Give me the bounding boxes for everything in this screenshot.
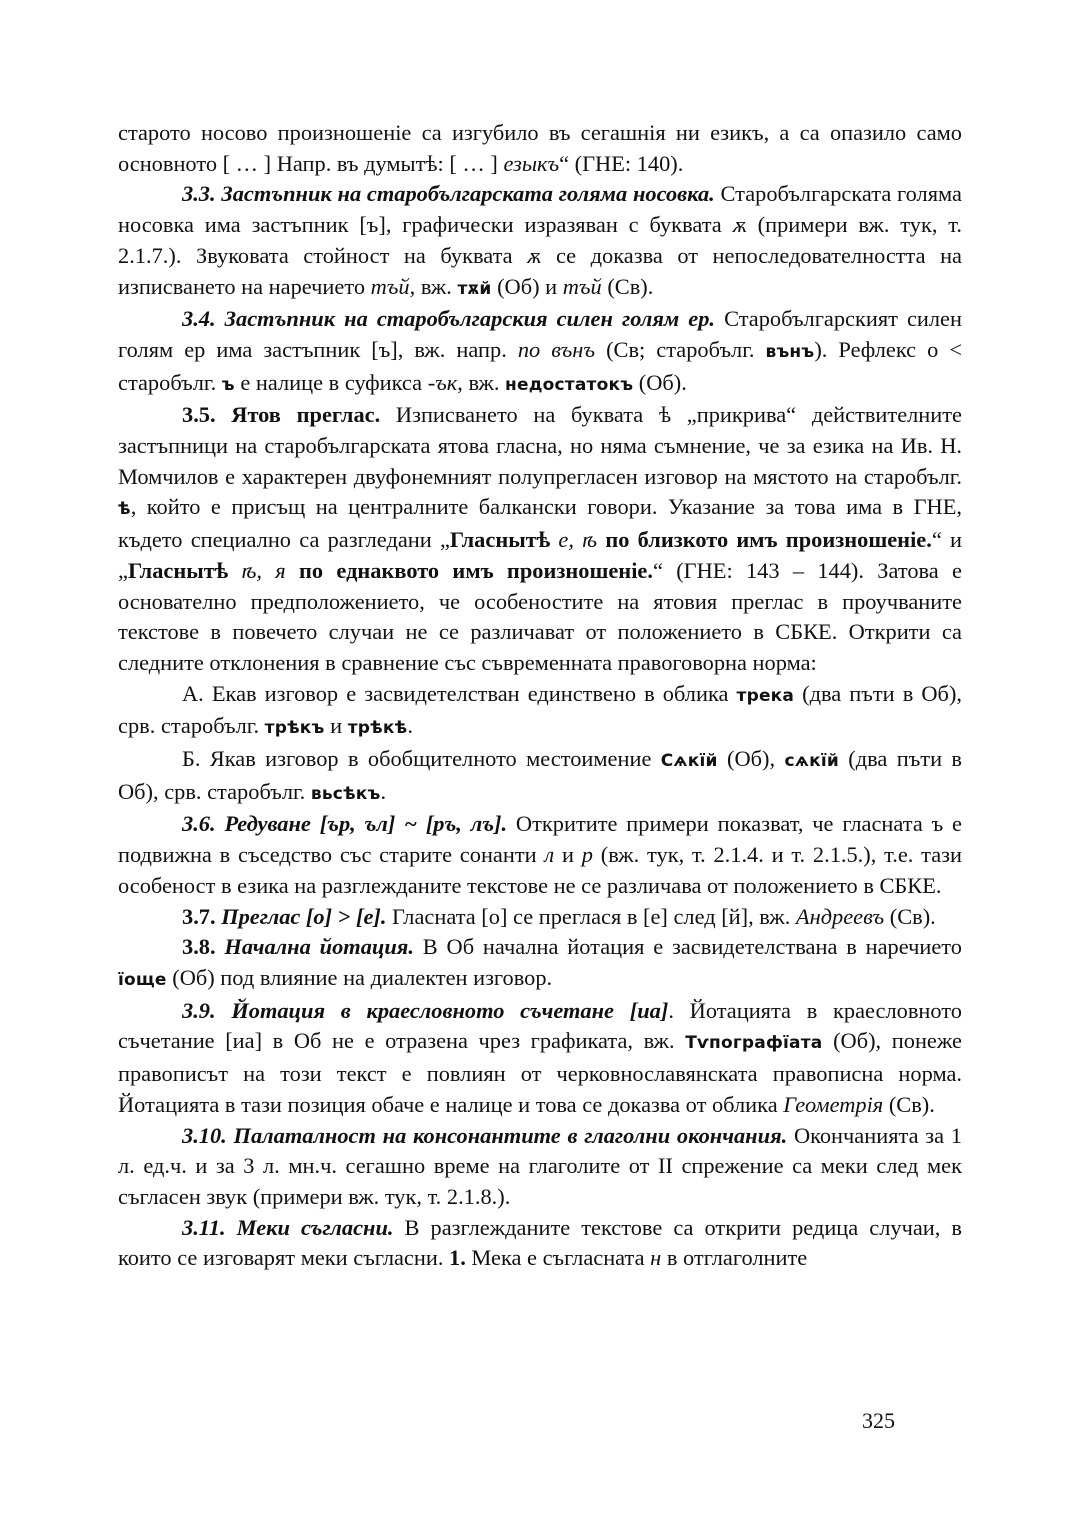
text-run: тъй — [370, 273, 410, 299]
text-run: Начална йотация. — [224, 934, 414, 960]
text-run: Б. Якав изговор в обобщителното местоимение — [182, 746, 661, 772]
text-run: л — [544, 842, 555, 868]
text-run: В разглежданите текстове са открити редица случаи, в които се изговарят меки съгласни. — [118, 1214, 962, 1271]
text-run: р — [581, 842, 593, 868]
text-run: Гласнытѣ — [449, 527, 551, 553]
text-run: Окончанията за 1 л. ед.ч. и за 3 л. мн.ч. сегашно време на глаголите от II спрежение са меки след мек съгласен звук (примери вж. тук, т. 2.1.8.). — [118, 1122, 962, 1209]
text-run: езыкъ — [503, 150, 560, 176]
paragraph — [118, 996, 962, 1121]
paragraph — [118, 118, 962, 179]
text-run: 3.11. Меки съгласни. — [182, 1214, 394, 1240]
text-run: (два пъти в Об), срв. старобълг. — [118, 680, 962, 739]
text-run: по близкото имъ произношеніе. — [605, 527, 932, 553]
text-run: 3.7. — [182, 903, 222, 929]
text-run: Тѵпографїата — [685, 1033, 823, 1054]
text-run: тъй — [562, 273, 602, 299]
text-run: (вж. тук, т. 2.1.4. и т. 2.1.5.), т.е. тази особеност в езика на разглежданите текстове не се различава от положението в СБКЕ. — [118, 842, 962, 898]
text-run: (Об) и — [491, 273, 563, 299]
page-body — [118, 118, 962, 1274]
text-run: 3.6. Редуване [ър, ъл] ~ [ръ, лъ]. — [182, 811, 508, 837]
text-run: Старобългарският силен голям ер има застъпник [ъ], вж. напр. — [118, 306, 962, 362]
paragraph — [118, 179, 962, 304]
text-run: вънъ — [765, 341, 815, 362]
text-run: 1. — [449, 1245, 466, 1271]
text-run: ѣ, я — [241, 557, 286, 583]
text-run: Сѧкїй — [660, 751, 718, 772]
text-run: е налице в суфикса — [234, 369, 428, 395]
page-number: 325 — [862, 1408, 895, 1433]
text-run: (Об), понеже правописът на този текст е повлиян от черковнославянската правописна норма. Йотацията в тази позиция обаче е налице и това се доказва от облика — [118, 1028, 962, 1117]
text-run: и — [554, 842, 582, 868]
text-run: (два пъти в Об), срв. старобълг. — [118, 746, 962, 804]
text-run: їоще — [118, 969, 167, 990]
text-run: , вж. — [457, 369, 506, 395]
text-run: н — [650, 1245, 662, 1271]
text-run: . — [407, 713, 413, 739]
paragraph — [118, 902, 962, 933]
text-run: (Об), — [717, 746, 785, 772]
text-run: Андреевъ — [795, 903, 885, 929]
paragraph — [118, 932, 962, 995]
text-run: , който е присъщ на централните балкански говори. Указание за това има в ГНЕ, където специално са разгледани „ — [118, 494, 962, 553]
text-run: Геометрія — [783, 1091, 884, 1117]
text-run: 3.4. Застъпник на старобългарския силен голям ер. — [182, 306, 716, 332]
paragraph — [118, 304, 962, 400]
text-run: -ък — [427, 369, 458, 395]
text-run: (Св). — [883, 1091, 935, 1117]
paragraph — [118, 809, 962, 901]
text-run: . — [380, 778, 387, 804]
paragraph — [118, 679, 962, 744]
text-run: трѣкъ — [264, 718, 325, 739]
text-run: (Об). — [633, 369, 687, 395]
paragraph — [118, 1121, 962, 1213]
text-run: (Об) под влияние на диалектен изговор. — [166, 964, 553, 990]
text-run: (Св). — [884, 903, 936, 929]
text-run: ѣ — [118, 499, 131, 520]
paragraph — [118, 400, 962, 678]
text-run: 3.8. — [182, 934, 225, 960]
text-run: и — [324, 713, 348, 739]
text-run: Изписването на буквата ѣ „прикрива“ действителните застъпници на старобългарската ятова гласна, но няма съмнение, че за езика на Ив. Н. Момчилов е характерен двуфонемният полупрегласен изговор на мястото на старобълг. — [118, 402, 962, 489]
text-run: ѫ — [732, 212, 747, 238]
text-run: Мека е съгласната — [465, 1245, 651, 1271]
text-run: ). Рефлекс о < старобълг. — [118, 336, 962, 395]
text-run: е, ѣ — [558, 527, 598, 553]
text-run: по вънъ — [517, 336, 596, 362]
text-run — [286, 558, 299, 583]
text-run: Старобългарската голяма носовка има застъпник [ъ], графически изразяван с буквата — [118, 181, 962, 238]
text-run: Преглас [о] > [е]. — [221, 903, 387, 929]
text-run — [228, 558, 241, 583]
text-run: 3.10. Палаталност на консонантите в глаголни окончания. — [182, 1122, 788, 1148]
text-run: старото носово произношеніе са изгубило въ сегашнія ни езикъ, а са опазило само основното [ … ] Напр. въ думытѣ: [ … ] — [118, 120, 962, 176]
text-run: в отглаголните — [661, 1245, 808, 1271]
text-run: сѧкїй — [784, 751, 839, 772]
text-run: В Об начална йотация е засвидетелствана в наречието — [413, 934, 962, 960]
paragraph — [118, 744, 962, 809]
text-run: (Св; старобълг. — [595, 336, 766, 362]
text-run: А. Екав изговор е засвидетелстван единствено в облика — [182, 680, 737, 706]
text-run: тѫй — [457, 278, 492, 299]
text-run: Гласнытѣ — [127, 557, 229, 583]
text-run: (Св). — [601, 273, 654, 299]
text-run: трека — [736, 685, 795, 706]
text-run: (примери вж. тук, т. 2.1.7.). Звуковата стойност на буквата — [118, 212, 962, 268]
text-run: “ и „ — [118, 527, 962, 583]
text-run: се доказва от непоследователността на изписването на наречието — [118, 242, 963, 299]
text-run: недостатокъ — [505, 374, 634, 395]
text-run: “ (ГНЕ: 143 – 144). Затова е основателно предположението, че особеностите на ятовия преглас в проучваните текстове в повечето случаи не се различават от положението в СБКЕ. Открити са следните отклонения в сравнение със съвременната правоговорна норма: — [118, 557, 962, 675]
text-run: трѣкѣ — [347, 718, 408, 739]
text-run: 3.5. Ятов преглас. — [182, 402, 381, 428]
text-run: . Йотацията в краесловното съчетание [иа] в Об не е отразена чрез графиката, вж. — [118, 997, 962, 1054]
text-run: Гласната [о] се преглася в [е] след [й], вж. — [386, 903, 796, 929]
text-run: 3.9. Йотация в краесловното съчетане [иа] — [182, 997, 669, 1023]
text-run: вьсѣкъ — [310, 783, 381, 804]
text-run: ъ — [221, 374, 235, 395]
text-run: “ (ГНЕ: 140). — [559, 150, 684, 176]
text-run: ѫ — [527, 242, 542, 268]
text-run: Откритите примери показват, че гласната ъ е подвижна в съседство със старите сонанти — [118, 811, 962, 868]
paragraph — [118, 1213, 962, 1274]
text-run: , вж. — [409, 273, 458, 299]
text-run: по еднаквото имъ произношеніе. — [299, 557, 653, 583]
text-run: 3.3. Застъпник на старобългарската голяма носовка. — [182, 181, 715, 207]
